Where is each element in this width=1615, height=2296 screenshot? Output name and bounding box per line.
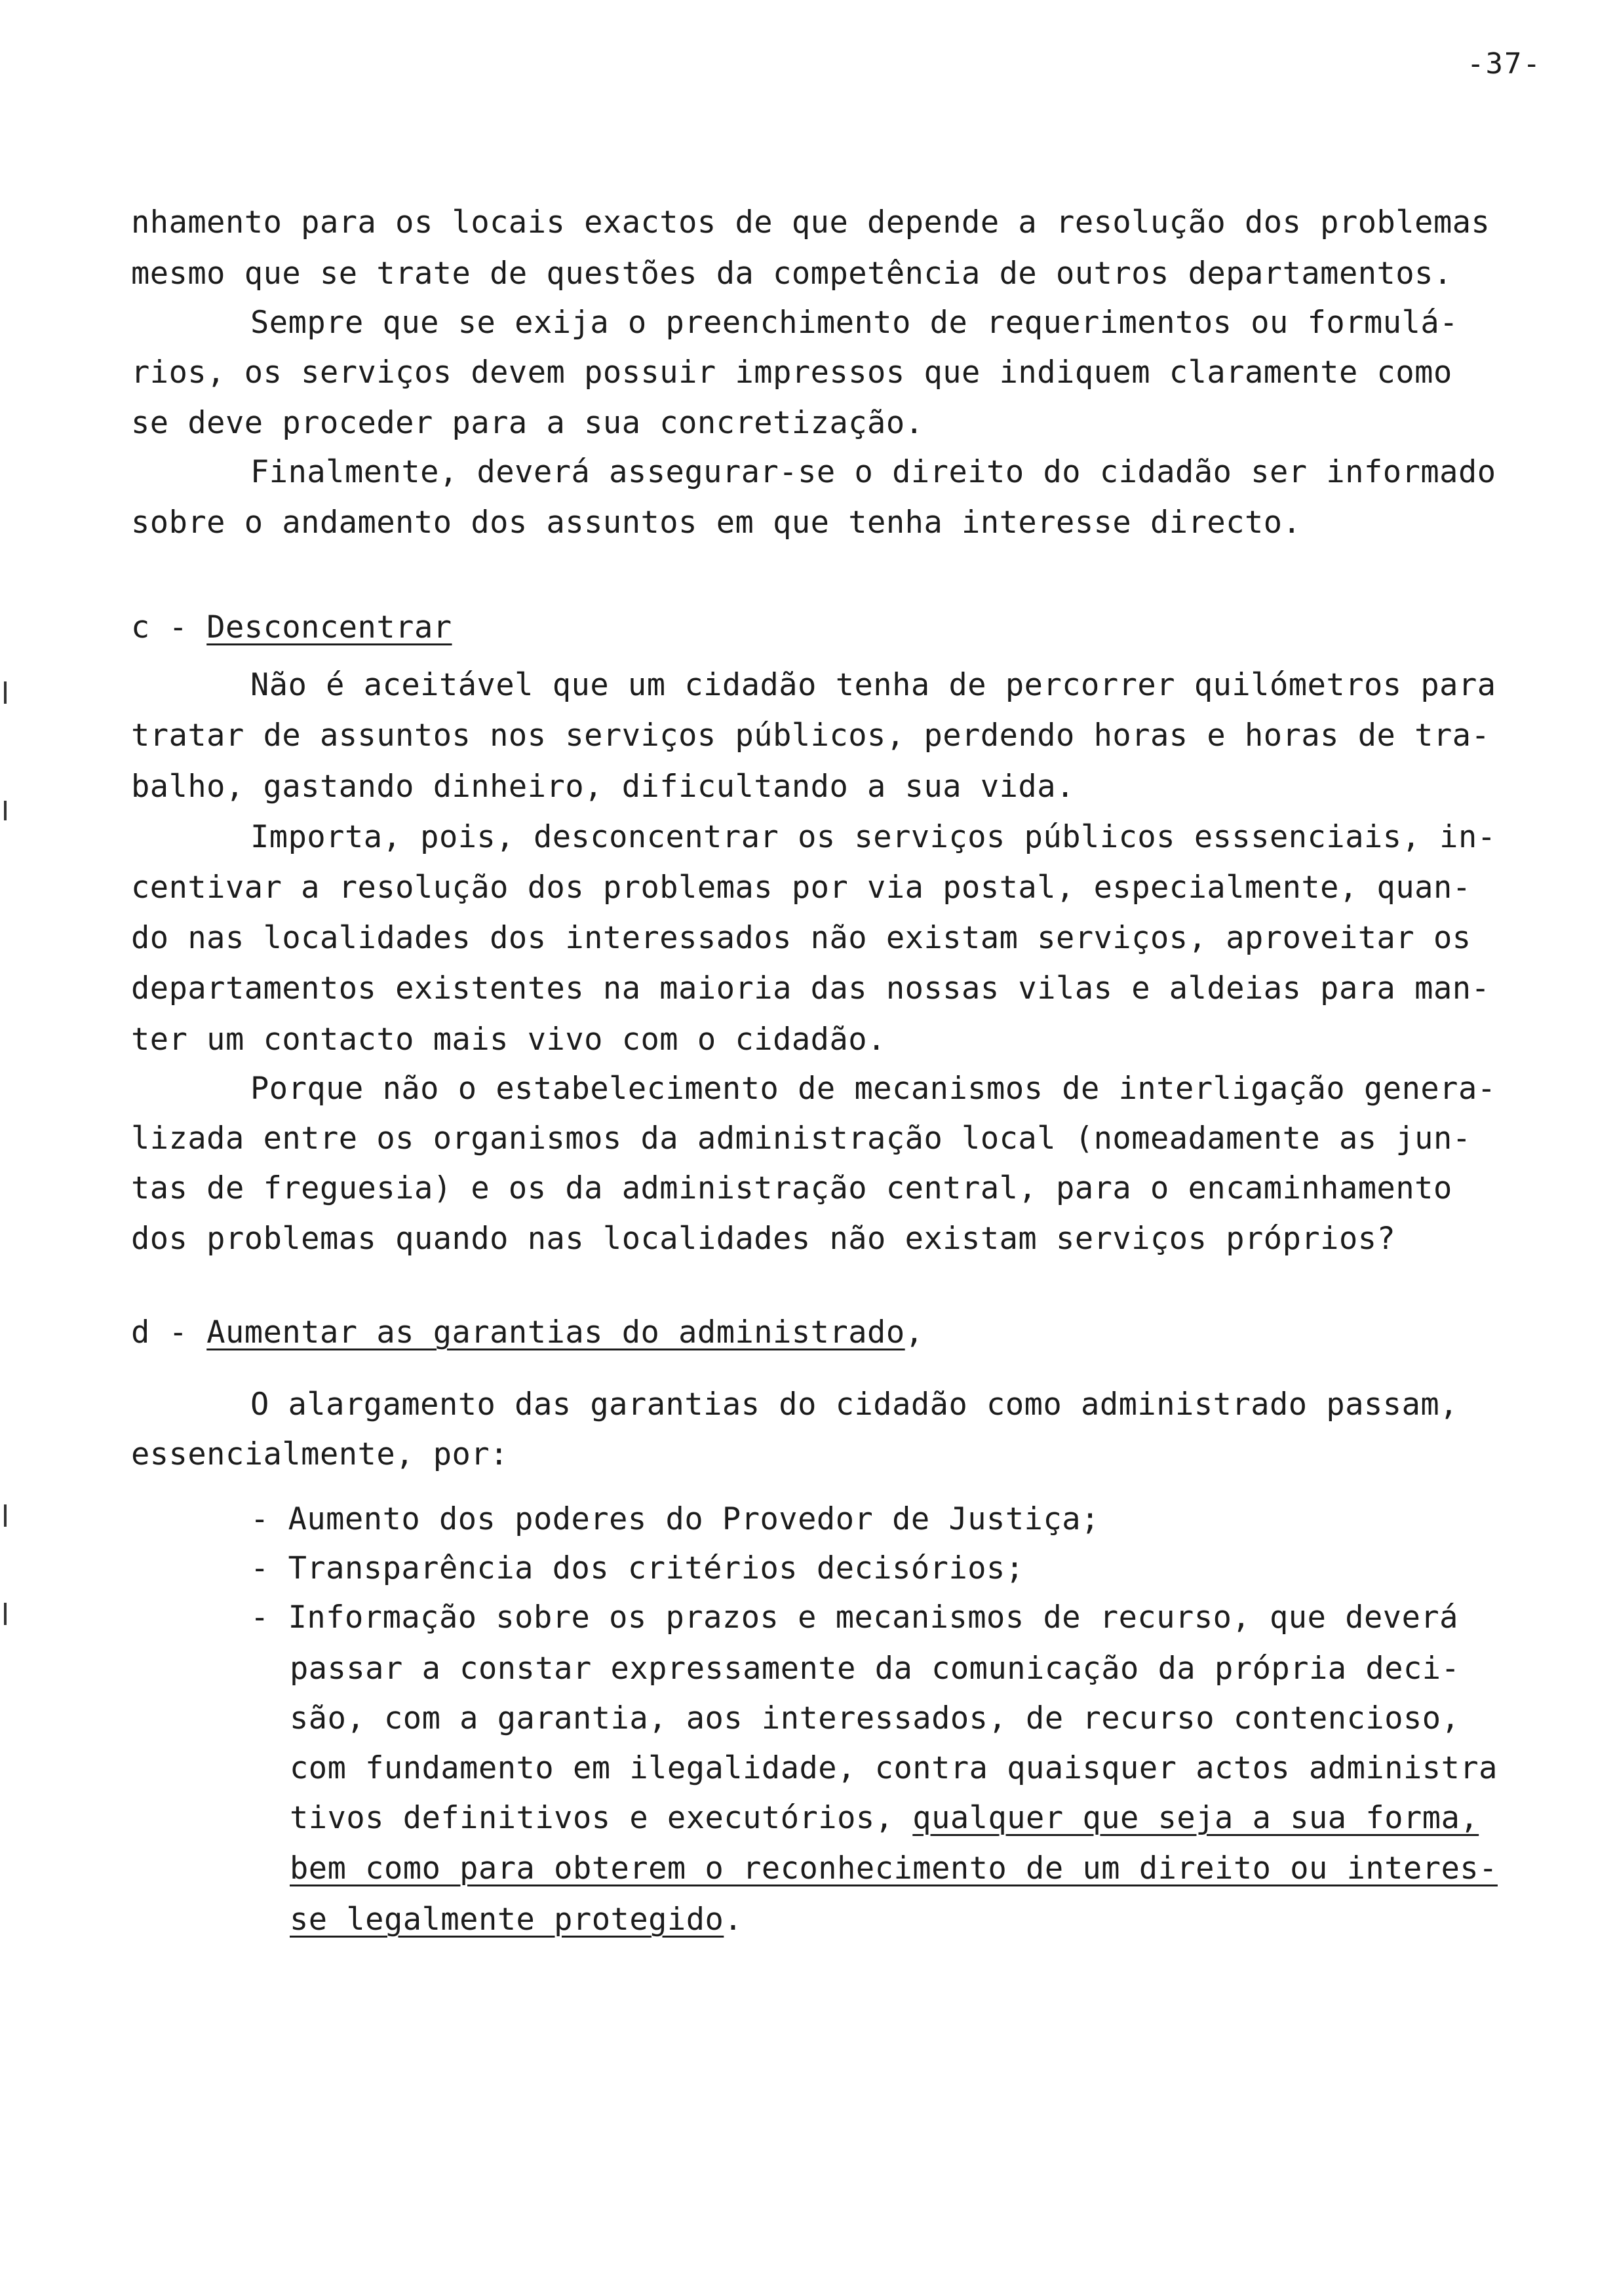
scan-edge-mark — [4, 1603, 7, 1625]
list-item: - Informação sobre os prazos e mecanismos de recurso, que deverá — [250, 1599, 1458, 1636]
page-number: -37- — [1467, 47, 1542, 81]
text-line: centivar a resolução dos problemas por via postal, especialmente, quan- — [131, 870, 1471, 906]
text-line: nhamento para os locais exactos de que depende a resolução dos problemas — [131, 204, 1490, 240]
list-item: - Aumento dos poderes do Provedor de Justiça; — [250, 1501, 1100, 1537]
heading-letter: c - — [131, 609, 188, 645]
underlined-segment: se legalmente protegido — [290, 1902, 724, 1938]
heading-gap — [187, 1314, 206, 1350]
section-heading-c — [131, 611, 452, 645]
text-line: se deve proceder para a sua concretização. — [131, 405, 924, 441]
text-line: departamentos existentes na maioria das nossas vilas e aldeias para man- — [131, 970, 1490, 1006]
heading-punct: , — [905, 1314, 924, 1350]
scan-edge-mark — [4, 681, 7, 704]
heading-title: Desconcentrar — [206, 609, 452, 645]
list-item-continuation: passar a constar expressamente da comunicação da própria deci- — [290, 1651, 1460, 1687]
text-segment: tivos definitivos e executórios, — [290, 1800, 913, 1836]
text-line: tratar de assuntos nos serviços públicos, perdendo horas e horas de tra- — [131, 718, 1490, 754]
scan-edge-mark — [4, 1504, 7, 1527]
text-line: O alargamento das garantias do cidadão como administrado passam, — [250, 1387, 1458, 1423]
scan-edge-mark — [4, 801, 7, 820]
list-item-continuation — [290, 1801, 1479, 1835]
text-line: dos problemas quando nas localidades não existam serviços próprios? — [131, 1221, 1396, 1257]
text-line: Porque não o estabelecimento de mecanismos de interligação genera- — [250, 1071, 1496, 1107]
list-item: - Transparência dos critérios decisórios; — [250, 1550, 1024, 1586]
text-line: lizada entre os organismos da administração local (nomeadamente as jun- — [131, 1120, 1471, 1157]
text-line: essencialmente, por: — [131, 1436, 509, 1472]
text-line: sobre o andamento dos assuntos em que tenha interesse directo. — [131, 505, 1302, 541]
text-line: do nas localidades dos interessados não existam serviços, aproveitar os — [131, 920, 1471, 956]
list-item-continuation: com fundamento em ilegalidade, contra quaisquer actos administra — [290, 1750, 1498, 1786]
list-item-continuation — [290, 1903, 743, 1937]
text-line: tas de freguesia) e os da administração central, para o encaminhamento — [131, 1170, 1452, 1206]
text-line: Não é aceitável que um cidadão tenha de percorrer quilómetros para — [250, 667, 1496, 703]
text-line: mesmo que se trate de questões da competência de outros departamentos. — [131, 256, 1452, 292]
text-segment: . — [724, 1902, 743, 1938]
heading-letter: d - — [131, 1314, 188, 1350]
underlined-segment: bem como para obterem o reconhecimento de um direito ou interes- — [290, 1850, 1498, 1886]
heading-gap — [187, 609, 206, 645]
section-heading-d — [131, 1316, 924, 1350]
text-line: Importa, pois, desconcentrar os serviços públicos esssenciais, in- — [250, 819, 1496, 855]
text-line: rios, os serviços devem possuir impressos que indiquem claramente como — [131, 354, 1452, 391]
underlined-segment: qualquer que seja a sua forma, — [912, 1800, 1479, 1836]
text-line: Sempre que se exija o preenchimento de requerimentos ou formulá- — [250, 305, 1458, 341]
text-line: balho, gastando dinheiro, dificultando a sua vida. — [131, 769, 1075, 805]
heading-title: Aumentar as garantias do administrado — [206, 1314, 905, 1350]
list-item-continuation: são, com a garantia, aos interessados, de recurso contencioso, — [290, 1700, 1460, 1736]
list-item-continuation — [290, 1852, 1498, 1886]
text-line: Finalmente, deverá assegurar-se o direito do cidadão ser informado — [250, 454, 1496, 490]
text-line: ter um contacto mais vivo com o cidadão. — [131, 1022, 886, 1058]
